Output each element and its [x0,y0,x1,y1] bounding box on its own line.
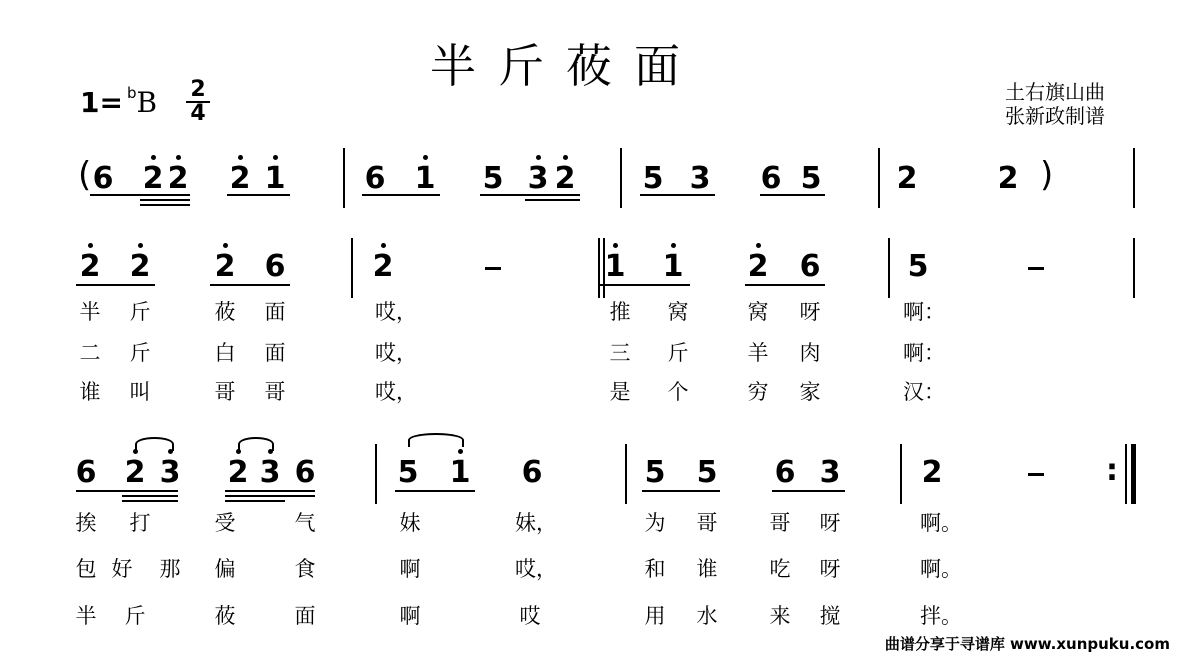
octave-dot [563,155,568,160]
line1-note: 1 [414,161,436,196]
score-title: 半斤莜面 [430,39,702,93]
lyric-syllable: 那 [159,557,181,581]
lyric-syllable: 半 [75,604,97,628]
beam-underline [225,500,285,502]
lyric-syllable: 哎， [375,380,417,404]
final-bar-line [1131,444,1136,504]
bar-line [1125,444,1127,504]
beam-underline [225,495,315,497]
line1-note: 2 [229,161,251,196]
beam-underline [772,490,845,492]
line1-note: 6 [760,161,782,196]
bar-line [900,444,902,504]
bar-line [1133,238,1135,298]
lyric-syllable: 面 [264,300,286,324]
lyric-syllable: 好 [111,557,133,581]
lyric-syllable: 斤 [129,300,151,324]
line1-note: 6 [92,161,114,196]
line3-note: 3 [259,455,281,490]
line3-note: 5 [397,455,419,490]
lyric-syllable: 气 [294,511,316,535]
beam-underline [90,194,190,196]
line2-note: 2 [747,249,769,284]
lyric-syllable: 哎 [519,604,541,628]
octave-dot [176,155,181,160]
composer-credit [1005,80,1105,128]
lyric-syllable: 哎， [375,341,417,365]
line2-note: 1 [662,249,684,284]
key-number: 1 [80,86,100,119]
lyric-syllable: 二 [79,341,101,365]
lyric-syllable: 窝 [667,300,689,324]
lyric-syllable: 呀 [819,557,841,581]
lyric-syllable: 莜 [214,604,236,628]
line1-note: 5 [642,161,664,196]
bar-line [888,238,890,298]
lyric-syllable: 推 [609,300,631,324]
line1-note: 6 [364,161,386,196]
lyric-syllable: 斤 [129,341,151,365]
beam-underline [640,194,715,196]
lyric-syllable: 是 [609,380,631,404]
composer-line2: 张新政制谱 [1005,104,1105,128]
octave-dot [88,243,93,248]
lyric-syllable: 拌。 [920,604,962,628]
lyric-syllable: 哥 [214,380,236,404]
line3-note: 6 [521,455,543,490]
bar-line [878,148,880,208]
lyric-syllable: 来 [769,604,791,628]
lyric-syllable: 叫 [129,380,151,404]
bar-line [598,238,600,298]
lyric-syllable: 哥 [696,511,718,535]
lyric-syllable: 为 [644,511,666,535]
beam-underline [362,194,440,196]
lyric-syllable: 打 [129,511,151,535]
lyric-syllable: 羊 [747,341,769,365]
close-paren: ) [1040,155,1054,195]
lyric-syllable: 妹， [515,511,557,535]
line2-note: 2 [372,249,394,284]
octave-dot [223,243,228,248]
slur-arc [135,437,174,451]
lyric-syllable: 面 [294,604,316,628]
lyric-syllable: 白 [214,341,236,365]
open-paren: ( [78,155,92,195]
line2-note: 5 [907,249,929,284]
line2-note: 1 [604,249,626,284]
line1-note: 3 [689,161,711,196]
beam-underline [745,284,825,286]
lyric-syllable: 穷 [747,380,769,404]
lyric-syllable: 哎， [375,300,417,324]
key-signature [80,83,158,119]
lyric-syllable: 包 [75,557,97,581]
line3-note: 2 [921,455,943,490]
lyric-syllable: 谁 [696,557,718,581]
line1-note: 2 [997,161,1019,196]
key-equals: = [99,86,123,119]
key-note: B [136,86,158,119]
time-top: 2 [190,77,206,102]
beam-underline [642,490,720,492]
lyric-syllable: 挨 [75,511,97,535]
lyric-syllable: 和 [644,557,666,581]
lyric-syllable: 三 [609,341,631,365]
line2-note: 6 [799,249,821,284]
lyric-syllable: 受 [214,511,236,535]
lyric-syllable: 窝 [747,300,769,324]
line1-note: 3 [527,161,549,196]
octave-dot [756,243,761,248]
line1-note: 1 [264,161,286,196]
lyric-syllable: 妹 [399,511,421,535]
lyric-syllable: 面 [264,341,286,365]
bar-line [343,148,345,208]
beam-underline [395,490,475,492]
line3-note: 1 [449,455,471,490]
footer-credit: 曲谱分享于寻谱库 www.xunpuku.com [884,635,1170,653]
line3-note: 5 [696,455,718,490]
dash-hold [485,267,501,270]
line3-note: 6 [294,455,316,490]
lyric-syllable: 搅 [819,604,841,628]
lyric-syllable: 啊 [399,604,421,628]
octave-dot [381,243,386,248]
time-bottom: 4 [190,101,206,126]
line3-note: 2 [124,455,146,490]
lyric-syllable: 哥 [264,380,286,404]
lyric-syllable: 斤 [667,341,689,365]
beam-underline [122,500,178,502]
bar-line [603,238,605,298]
line1-note: 5 [800,161,822,196]
line2-note: 6 [264,249,286,284]
lyric-syllable: 吃 [769,557,791,581]
composer-line1: 土右旗山曲 [1005,80,1105,104]
slur-arc [408,433,464,447]
beam-underline [76,284,155,286]
bar-line [620,148,622,208]
line2-note: 2 [214,249,236,284]
repeat-sign: : [1106,453,1118,488]
octave-dot [423,155,428,160]
slur-arc [238,437,274,451]
lyric-syllable: 食 [294,557,316,581]
lyric-syllable: 呀 [819,511,841,535]
bar-line [1133,148,1135,208]
flat-sign: b [126,83,137,102]
lyric-syllable: 啊： [903,341,945,365]
beam-underline [210,284,290,286]
octave-dot [613,243,618,248]
beam-underline [227,194,290,196]
lyric-syllable: 啊。 [920,511,962,535]
lyric-syllable: 家 [799,380,821,404]
line3-note: 5 [644,455,666,490]
octave-dot [273,155,278,160]
lyric-syllable: 水 [696,604,718,628]
octave-dot [138,243,143,248]
bar-line [375,444,377,504]
dash-hold [1028,473,1044,476]
line1-note: 2 [167,161,189,196]
beam-underline [525,199,580,201]
lyric-syllable: 偏 [214,557,236,581]
line3-note: 2 [227,455,249,490]
line1-note: 2 [896,161,918,196]
lyric-syllable: 肉 [799,341,821,365]
bar-line [351,238,353,298]
lyric-syllable: 啊。 [920,557,962,581]
octave-dot [151,155,156,160]
line1-note: 2 [554,161,576,196]
lyric-syllable: 斤 [124,604,146,628]
lyric-syllable: 莜 [214,300,236,324]
lyric-syllable: 个 [667,380,689,404]
lyric-syllable: 汉： [903,380,945,404]
lyric-syllable: 哥 [769,511,791,535]
beam-underline [760,194,825,196]
line3-note: 6 [75,455,97,490]
dash-hold [1028,267,1044,270]
lyric-syllable: 半 [79,300,101,324]
octave-dot [671,243,676,248]
lyric-syllable: 用 [644,604,666,628]
lyric-syllable: 啊 [399,557,421,581]
beam-underline [122,495,178,497]
time-signature [186,77,210,126]
line3-note: 3 [819,455,841,490]
beam-underline [140,199,190,201]
beam-underline [76,490,178,492]
line3-note: 3 [159,455,181,490]
octave-dot [458,449,463,454]
lyric-syllable: 谁 [79,380,101,404]
beam-underline [480,194,580,196]
line2-note: 2 [79,249,101,284]
lyric-syllable: 呀 [799,300,821,324]
line1-note: 5 [482,161,504,196]
lyric-syllable: 啊： [903,300,945,324]
beam-underline [225,490,315,492]
octave-dot [536,155,541,160]
line1-note: 2 [142,161,164,196]
line2-note: 2 [129,249,151,284]
beam-underline [600,284,690,286]
line3-note: 6 [774,455,796,490]
beam-underline [140,204,190,206]
bar-line [625,444,627,504]
lyric-syllable: 哎， [515,557,557,581]
octave-dot [238,155,243,160]
